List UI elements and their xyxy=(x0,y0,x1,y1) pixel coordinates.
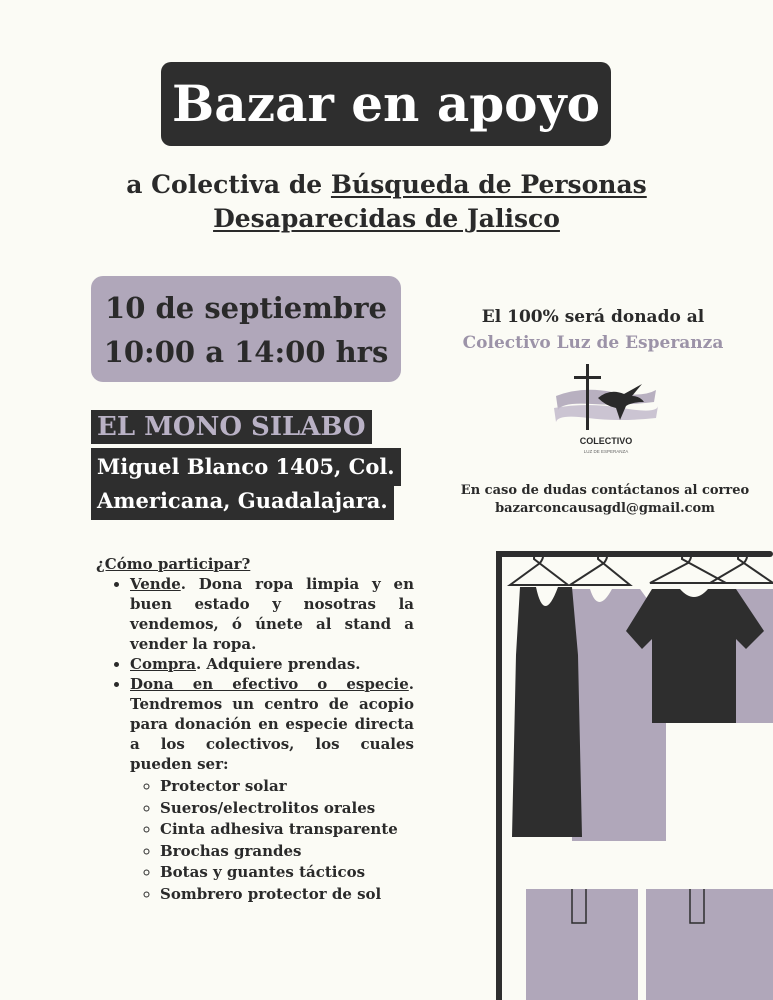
hanger-icon xyxy=(510,553,773,585)
subtitle-prefix: a Colectiva de xyxy=(126,170,331,199)
item-label: Dona en efectivo o especie xyxy=(130,675,409,693)
event-hours: 10:00 a 14:00 hrs xyxy=(103,335,389,369)
item-text: . Adquiere prendas. xyxy=(195,655,361,673)
dark-tank-top xyxy=(512,587,582,837)
contact-info xyxy=(460,482,750,518)
venue-address-line2: Americana, Guadalajara. xyxy=(91,482,394,520)
item-label: Vende xyxy=(130,575,181,593)
subtitle-underlined-2: Desaparecidas de Jalisco xyxy=(213,204,560,233)
lavender-bag xyxy=(526,889,773,1000)
participate-list xyxy=(96,574,414,905)
item-text: . Dona ropa limpia y en buen estado y nosotras la vendemos, ó únete al stand a vender la ropa. xyxy=(130,575,414,653)
supply-item: ◦ Protector solar xyxy=(160,776,414,798)
supply-item: ◦ Cinta adhesiva transparente xyxy=(160,819,414,841)
venue-address-line1: Miguel Blanco 1405, Col. xyxy=(91,448,401,486)
donation-line1: El 100% será donado al xyxy=(481,307,705,327)
title-banner xyxy=(161,62,611,146)
logo-name: COLECTIVO xyxy=(579,436,633,446)
event-date: 10 de septiembre xyxy=(105,291,387,325)
participate-section xyxy=(96,554,414,905)
logo-tagline: LUZ DE ESPERANZA xyxy=(583,449,629,454)
supply-item: ◦ Brochas grandes xyxy=(160,841,414,863)
supply-item: ◦ Botas y guantes tácticos xyxy=(160,862,414,884)
contact-email: bazarconcausagdl@gmail.com xyxy=(495,501,715,516)
supplies-list xyxy=(130,776,414,905)
subtitle-underlined-1: Búsqueda de Personas xyxy=(330,170,647,199)
item-label: Compra xyxy=(130,655,196,673)
clothing-rack-illustration xyxy=(490,545,773,1000)
contact-line1: En caso de dudas contáctanos al correo xyxy=(460,483,750,498)
page-title: Bazar en apoyo xyxy=(172,74,600,133)
supply-item: ◦ Sueros/electrolitos orales xyxy=(160,798,414,820)
subtitle xyxy=(60,168,713,236)
list-item xyxy=(130,654,414,674)
venue-name: EL MONO SILABO xyxy=(91,410,372,444)
list-item xyxy=(130,674,414,905)
colectivo-logo xyxy=(552,362,662,458)
donation-note xyxy=(448,304,738,356)
date-box xyxy=(91,276,401,382)
donation-line2: Colectivo Luz de Esperanza xyxy=(462,333,724,353)
item-text: . Tendremos un centro de acopio para donación en especie directa a los colectivos, los cuales pueden ser: xyxy=(130,675,414,773)
supply-item: ◦ Sombrero protector de sol xyxy=(160,884,414,906)
participate-heading: ¿Cómo participar? xyxy=(96,555,251,573)
list-item xyxy=(130,574,414,654)
